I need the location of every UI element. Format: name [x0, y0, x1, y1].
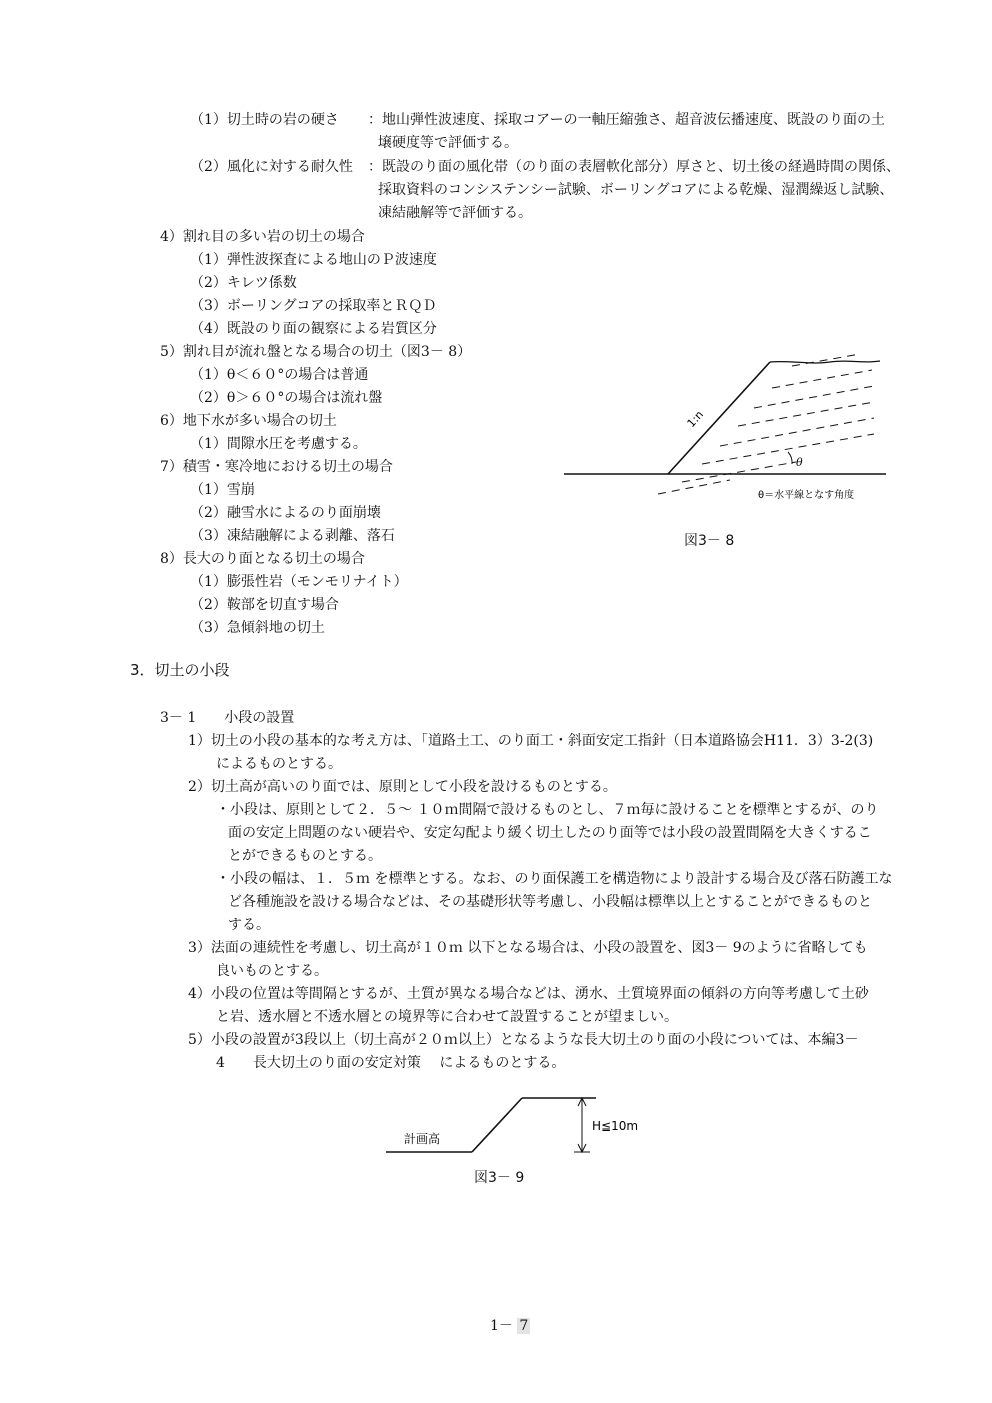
paragraph-line: 4）小段の位置は等間隔とするが、土質が異なる場合などは、湧水、土質境界面の傾斜の方向等考慮して土砂	[188, 986, 869, 1002]
figure-3-9-diagram	[370, 1080, 660, 1180]
item-hardness-text: 壌硬度等で評価する。	[378, 135, 518, 151]
list-item: （3）ボーリングコアの採取率とＲＱＤ	[190, 298, 437, 314]
list-item: （3）凍結融解による剥離、落石	[190, 528, 395, 544]
bullet-line: ど各種施設を設ける場合などは、その基礎形状等考慮し、小段幅は標準以上とすることができるものと	[228, 894, 872, 910]
angle-note: θ＝水平線となす角度	[758, 490, 855, 501]
list-item: （4）既設のり面の観察による岩質区分	[190, 321, 437, 337]
theta-label: θ	[796, 456, 803, 469]
item-weathering-text: 採取資料のコンシステンシー試験、ボーリングコアによる乾燥、湿潤繰返し試験、	[378, 182, 894, 198]
paragraph-line: 5）小段の設置が3段以上（切土高が２０ｍ以上）となるような長大切土のり面の小段については、本編3－	[188, 1032, 859, 1048]
item-hardness-label: （1）切土時の岩の硬さ	[190, 112, 339, 128]
list-item: （2）キレツ係数	[190, 275, 297, 291]
bullet-line: とができるものとする。	[228, 848, 382, 864]
figure-3-8-diagram	[560, 352, 890, 512]
list-heading: 6）地下水が多い場合の切土	[160, 413, 337, 429]
paragraph-line: 3）法面の連続性を考慮し、切土高が１０ｍ 以下となる場合は、小段の設置を、図3－ 9のように省略しても	[188, 940, 868, 956]
item-weathering-label: （2）風化に対する耐久性	[190, 159, 353, 175]
item-hardness-text: ：地山弾性波速度、採取コアーの一軸圧縮強さ、超音波伝播速度、既設のり面の土	[368, 112, 886, 128]
slope-ratio-label: 1:n	[684, 408, 707, 431]
bullet-line: ・小段は、原則として２．５～ １０ｍ間隔で設けるものとし、７ｍ毎に設けることを標準とするが、のり	[216, 802, 879, 818]
item-weathering-text: 凍結融解等で評価する。	[378, 205, 532, 221]
list-heading: 5）割れ目が流れ盤となる場合の切土（図3－ 8）	[160, 344, 472, 360]
list-item: （1）θ＜６０°の場合は普通	[190, 367, 369, 383]
page-number-value: 7	[519, 1318, 529, 1334]
item-weathering-text: ：既設のり面の風化帯（のり面の表層軟化部分）厚さと、切土後の経過時間の関係、	[368, 159, 900, 175]
paragraph-line: 良いものとする。	[216, 963, 328, 979]
figure-3-9-caption: 図3－ 9	[474, 1170, 525, 1186]
paragraph-line: 1）切土の小段の基本的な考え方は、「道路土工、のり面工・斜面安定工指針（日本道路協会H11．3）3-2(3)	[188, 733, 874, 749]
paragraph-line: 4 長大切土のり面の安定対策 によるものとする。	[216, 1055, 566, 1071]
bullet-line: する。	[228, 917, 270, 933]
list-heading: 7）積雪・寒冷地における切土の場合	[160, 459, 393, 475]
list-item: （1）弾性波探査による地山のＰ波速度	[190, 252, 437, 268]
figure-3-8-caption: 図3－ 8	[684, 533, 735, 549]
list-item: （2）θ＞６０°の場合は流れ盤	[190, 390, 383, 406]
list-item: （1）雪崩	[190, 482, 255, 498]
ground-level-label: 計画高	[404, 1132, 441, 1146]
height-label: H≦10m	[592, 1119, 639, 1133]
list-heading: 8）長大のり面となる切土の場合	[160, 551, 365, 567]
paragraph-line: と岩、透水層と不透水層との境界等に合わせて設置することが望ましい。	[216, 1009, 678, 1025]
page-number-prefix: 1－	[490, 1318, 513, 1334]
paragraph-line: 2）切土高が高いのり面では、原則として小段を設けるものとする。	[188, 779, 617, 795]
paragraph-line: によるものとする。	[216, 756, 342, 772]
bullet-line: 面の安定上問題のない硬岩や、安定勾配より緩く切土したのり面等では小段の設置間隔を大きくするこ	[228, 825, 872, 841]
list-item: （3）急傾斜地の切土	[190, 620, 325, 636]
list-item: （1）間隙水圧を考慮する。	[190, 436, 367, 452]
list-item: （2）鞍部を切直す場合	[190, 597, 339, 613]
page-number	[490, 1317, 530, 1335]
list-item: （2）融雪水によるのり面崩壊	[190, 505, 381, 521]
section-heading: 3．切土の小段	[130, 661, 230, 679]
list-heading: 4）割れ目の多い岩の切土の場合	[160, 229, 365, 245]
list-item: （1）膨張性岩（モンモリナイト）	[190, 574, 408, 590]
bullet-line: ・小段の幅は、１．５ｍ を標準とする。なお、のり面保護工を構造物により設計する場合及び落石防護工な	[216, 871, 893, 887]
sub-heading: 3－ 1 小段の設置	[160, 710, 295, 726]
